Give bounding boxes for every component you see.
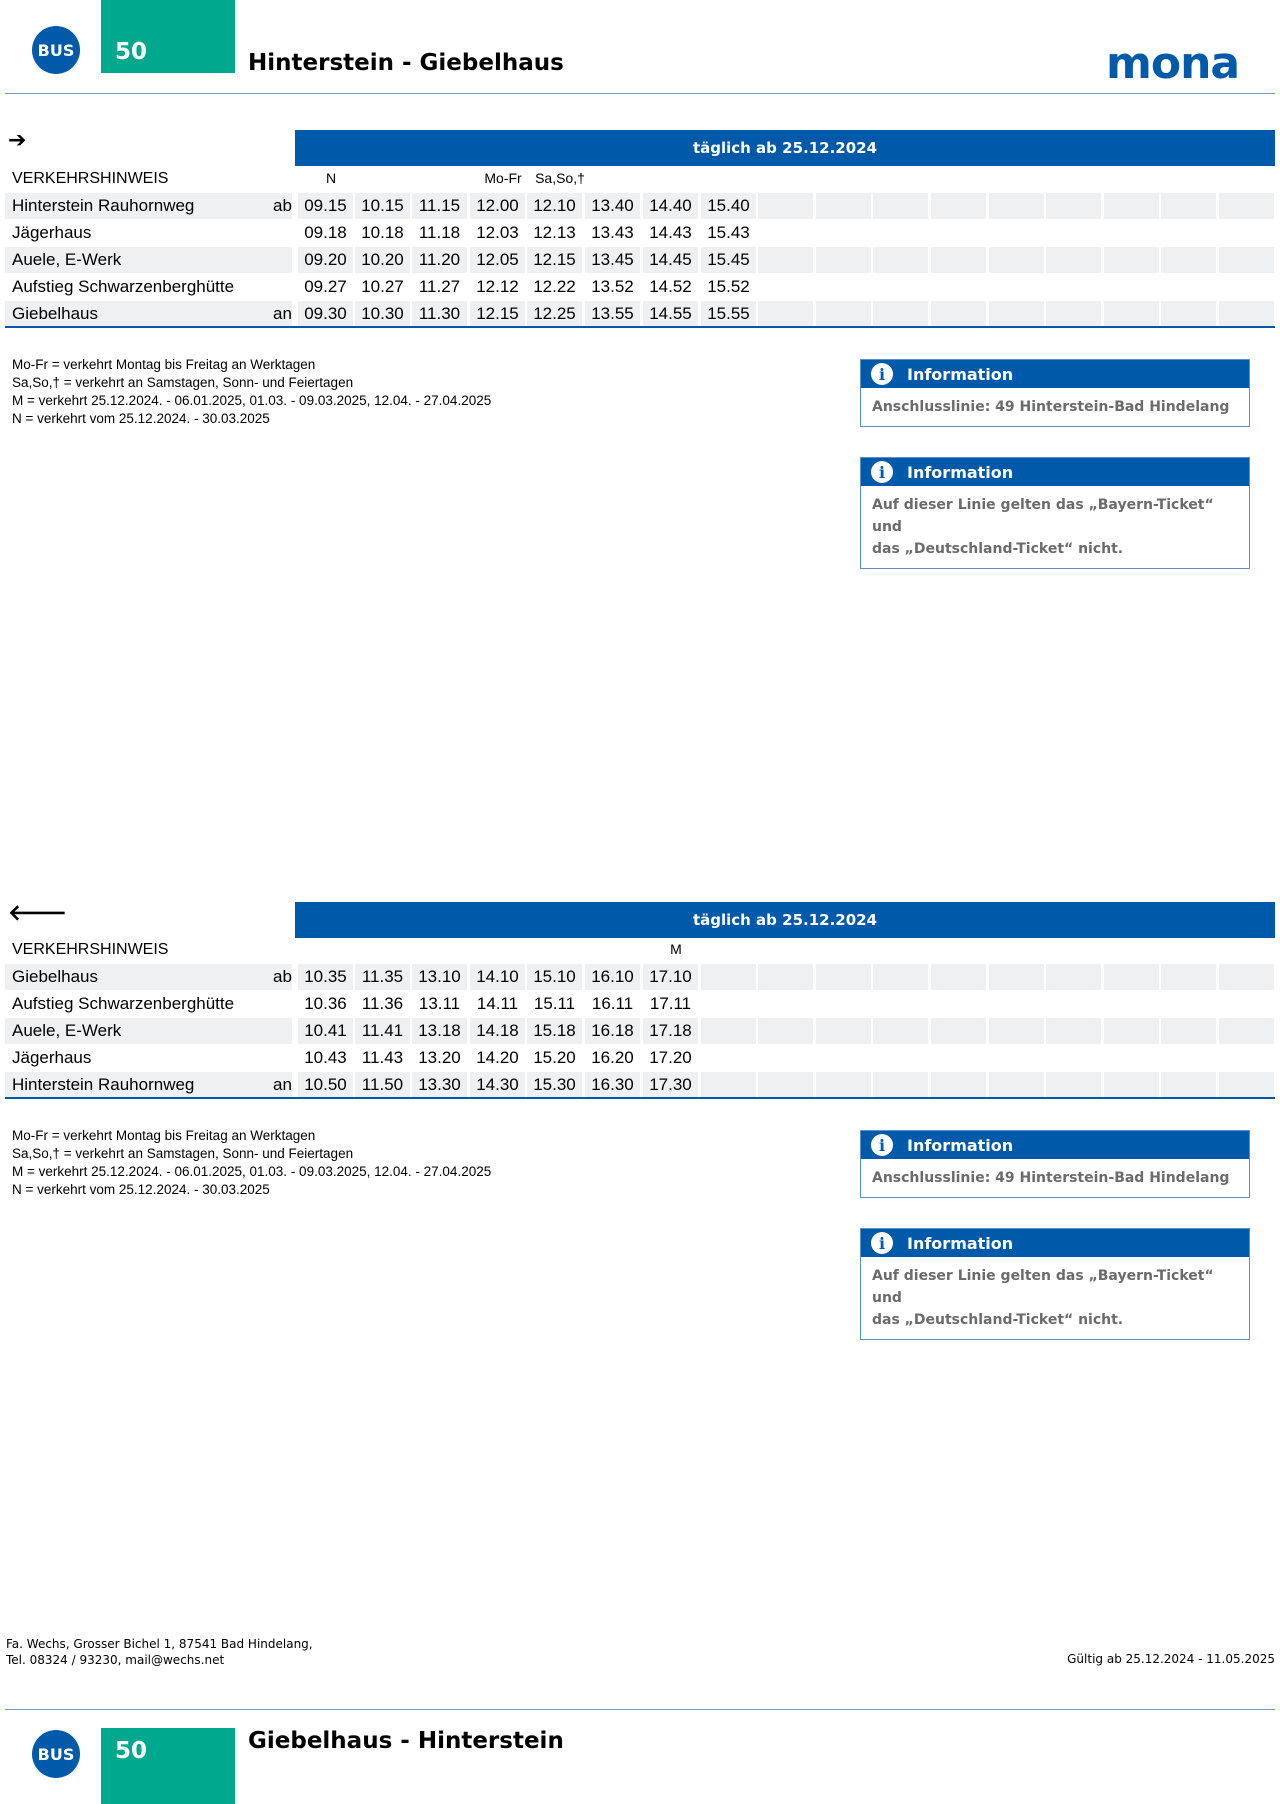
- departure-time: 16.30: [591, 1075, 634, 1094]
- departure-time: 15.11: [533, 994, 576, 1013]
- table-row: [5, 193, 1275, 219]
- cell-shade: [1219, 193, 1274, 219]
- cell-shade: [701, 1072, 756, 1098]
- direction-arrow-left-icon: 🡐: [8, 901, 67, 926]
- departure-time: 15.43: [707, 223, 750, 242]
- departure-time: 14.10: [476, 967, 519, 986]
- cell-shade: [1104, 964, 1159, 990]
- departure-time: 09.30: [304, 304, 347, 323]
- departure-time: 14.20: [476, 1048, 519, 1067]
- departure-time: 09.27: [304, 277, 347, 296]
- table-row: [5, 991, 1275, 1017]
- departure-time: 11.15: [418, 196, 461, 215]
- departure-time: 14.30: [476, 1075, 519, 1094]
- info-title: Information: [907, 462, 1014, 482]
- column-note: M: [670, 941, 682, 957]
- column-note: Mo-Fr: [484, 170, 522, 186]
- page-title: Hinterstein - Giebelhaus: [248, 50, 564, 76]
- cell-shade: [1104, 193, 1159, 219]
- departure-time: 15.52: [707, 277, 750, 296]
- departure-time: 12.05: [476, 250, 519, 269]
- cell-shade: [873, 247, 928, 273]
- traffic-note-label: VERKEHRSHINWEIS: [12, 170, 169, 187]
- table-bottom-line: [5, 326, 1275, 328]
- departure-time: 12.15: [476, 304, 519, 323]
- info-icon: i: [871, 1134, 893, 1156]
- cell-shade: [1219, 964, 1274, 990]
- departure-time: 17.10: [649, 967, 692, 986]
- cell-shade: [758, 247, 813, 273]
- direction-arrow-right-icon: ➔: [8, 128, 27, 153]
- table-row: [5, 1018, 1275, 1044]
- line-number-box: [101, 1728, 235, 1804]
- line-number: 50: [115, 1738, 148, 1764]
- departure-time: 14.18: [476, 1021, 519, 1040]
- departure-time: 16.18: [591, 1021, 634, 1040]
- cell-shade: [931, 193, 986, 219]
- info-text: Anschlusslinie: 49 Hinterstein-Bad Hindelang: [872, 1170, 1230, 1186]
- cell-shade: [1046, 964, 1101, 990]
- stop-name: Jägerhaus: [12, 1048, 92, 1067]
- info-text: das „Deutschland-Ticket“ nicht.: [872, 541, 1124, 557]
- departure-time: 09.20: [304, 250, 347, 269]
- departure-time: 14.43: [649, 223, 692, 242]
- legend-line: M = verkehrt 25.12.2024. - 06.01.2025, 01.03. - 09.03.2025, 12.04. - 27.04.2025: [12, 393, 492, 408]
- legend-line: Sa,So,† = verkehrt an Samstagen, Sonn- und Feiertagen: [12, 1146, 354, 1161]
- traffic-note-label: VERKEHRSHINWEIS: [12, 941, 169, 958]
- cell-shade: [1046, 301, 1101, 327]
- cell-shade: [931, 964, 986, 990]
- cell-shade: [1161, 964, 1216, 990]
- bus-badge: BUS: [32, 26, 80, 74]
- cell-shade: [816, 247, 871, 273]
- line-number-box: [101, 0, 235, 73]
- departure-time: 15.55: [707, 304, 750, 323]
- stop-name: Giebelhaus: [12, 967, 99, 986]
- cell-shade: [1046, 1072, 1101, 1098]
- cell-shade: [758, 193, 813, 219]
- departure-time: 10.27: [361, 277, 404, 296]
- departure-time: 11.20: [418, 250, 461, 269]
- cell-shade: [873, 964, 928, 990]
- cell-shade: [1161, 193, 1216, 219]
- cell-shade: [873, 301, 928, 327]
- departure-time: 13.52: [591, 277, 634, 296]
- legend-line: Sa,So,† = verkehrt an Samstagen, Sonn- und Feiertagen: [12, 375, 354, 390]
- cell-shade: [989, 1072, 1044, 1098]
- departure-time: 10.35: [304, 967, 347, 986]
- validity-period: Gültig ab 25.12.2024 - 11.05.2025: [1067, 1652, 1275, 1666]
- table-row: [5, 274, 1275, 300]
- info-title: Information: [907, 364, 1014, 384]
- info-icon: i: [871, 461, 893, 483]
- departure-time: 09.15: [304, 196, 347, 215]
- departure-time: 13.40: [591, 196, 634, 215]
- cell-shade: [1046, 1018, 1101, 1044]
- legend-line: N = verkehrt vom 25.12.2024. - 30.03.2025: [12, 1182, 270, 1197]
- table-row: [5, 1072, 1275, 1098]
- info-box-tickets: [860, 1228, 1250, 1340]
- footer-divider: [5, 1709, 1275, 1710]
- cell-shade: [989, 247, 1044, 273]
- cell-shade: [1104, 1072, 1159, 1098]
- departure-time: 12.00: [476, 196, 519, 215]
- departure-time: 13.20: [418, 1048, 461, 1067]
- table-row: [5, 301, 1275, 327]
- departure-time: 16.20: [591, 1048, 634, 1067]
- departure-time: 16.11: [591, 994, 634, 1013]
- stop-name: Aufstieg Schwarzenberghütte: [12, 277, 235, 296]
- departure-time: 11.30: [418, 304, 461, 323]
- departure-time: 13.43: [591, 223, 634, 242]
- info-box-connection: [860, 1130, 1250, 1198]
- validity-bar: täglich ab 25.12.2024: [295, 130, 1275, 166]
- stop-name: Hinterstein Rauhornweg: [12, 1075, 195, 1094]
- departure-time: 12.25: [533, 304, 576, 323]
- cell-shade: [931, 301, 986, 327]
- cell-shade: [758, 1072, 813, 1098]
- cell-shade: [1104, 1018, 1159, 1044]
- mona-logo: mona: [1106, 38, 1240, 89]
- address-line: Fa. Wechs, Grosser Bichel 1, 87541 Bad Hindelang,: [6, 1637, 313, 1651]
- stop-name: Hinterstein Rauhornweg: [12, 196, 195, 215]
- legend-line: Mo-Fr = verkehrt Montag bis Freitag an Werktagen: [12, 357, 316, 372]
- cell-shade: [873, 1072, 928, 1098]
- stop-name: Auele, E-Werk: [12, 1021, 122, 1040]
- departure-time: 17.11: [649, 994, 692, 1013]
- departure-time: 12.15: [533, 250, 576, 269]
- cell-shade: [1219, 1018, 1274, 1044]
- info-title: Information: [907, 1233, 1014, 1253]
- departure-time: 12.13: [533, 223, 576, 242]
- cell-shade: [931, 1072, 986, 1098]
- legend: [12, 356, 491, 428]
- cell-shade: [1219, 301, 1274, 327]
- departure-time: 14.52: [649, 277, 692, 296]
- departure-time: 16.10: [591, 967, 634, 986]
- cell-shade: [816, 193, 871, 219]
- departure-time: 10.43: [304, 1048, 347, 1067]
- next-page-title: Giebelhaus - Hinterstein: [248, 1728, 564, 1754]
- stop-name: Auele, E-Werk: [12, 250, 122, 269]
- departure-arrival-flag: an: [273, 304, 292, 323]
- departure-time: 14.45: [649, 250, 692, 269]
- departure-time: 11.27: [418, 277, 461, 296]
- cell-shade: [816, 1018, 871, 1044]
- line-number: 50: [115, 39, 148, 65]
- table-row: [5, 1045, 1275, 1071]
- cell-shade: [1161, 247, 1216, 273]
- info-box-connection: [860, 359, 1250, 427]
- stop-name: Aufstieg Schwarzenberghütte: [12, 994, 235, 1013]
- departure-time: 13.55: [591, 304, 634, 323]
- cell-shade: [931, 247, 986, 273]
- departure-time: 13.45: [591, 250, 634, 269]
- cell-shade: [758, 301, 813, 327]
- operator-address: [6, 1636, 313, 1668]
- table-row: [5, 964, 1275, 990]
- stop-name: Giebelhaus: [12, 304, 99, 323]
- info-text: Anschlusslinie: 49 Hinterstein-Bad Hindelang: [872, 399, 1230, 415]
- departure-time: 11.41: [361, 1021, 404, 1040]
- cell-shade: [1161, 301, 1216, 327]
- departure-time: 13.18: [418, 1021, 461, 1040]
- info-text: Auf dieser Linie gelten das „Bayern-Ticket“ und: [872, 1268, 1214, 1306]
- departure-time: 10.15: [361, 196, 404, 215]
- validity-bar: täglich ab 25.12.2024: [295, 902, 1275, 938]
- stop-name: Jägerhaus: [12, 223, 92, 242]
- cell-shade: [1046, 247, 1101, 273]
- bus-badge: BUS: [32, 1730, 80, 1778]
- column-note: N: [325, 170, 337, 186]
- cell-shade: [989, 301, 1044, 327]
- cell-shade: [701, 964, 756, 990]
- departure-time: 10.41: [304, 1021, 347, 1040]
- departure-time: 17.30: [649, 1075, 692, 1094]
- cell-shade: [816, 301, 871, 327]
- departure-time: 11.18: [418, 223, 461, 242]
- departure-time: 10.30: [361, 304, 404, 323]
- info-title: Information: [907, 1135, 1014, 1155]
- cell-shade: [1219, 1072, 1274, 1098]
- departure-time: 13.10: [418, 967, 461, 986]
- cell-shade: [931, 1018, 986, 1044]
- departure-time: 10.20: [361, 250, 404, 269]
- departure-time: 11.36: [361, 994, 404, 1013]
- table-row: [5, 220, 1275, 246]
- legend-line: M = verkehrt 25.12.2024. - 06.01.2025, 01.03. - 09.03.2025, 12.04. - 27.04.2025: [12, 1164, 492, 1179]
- departure-time: 12.10: [533, 196, 576, 215]
- departure-time: 15.40: [707, 196, 750, 215]
- table-row: [5, 247, 1275, 273]
- departure-arrival-flag: ab: [273, 967, 292, 986]
- info-text: das „Deutschland-Ticket“ nicht.: [872, 1312, 1124, 1328]
- departure-time: 17.20: [649, 1048, 692, 1067]
- departure-time: 15.20: [533, 1048, 576, 1067]
- contact-line: Tel. 08324 / 93230, mail@wechs.net: [6, 1653, 225, 1667]
- departure-arrival-flag: an: [273, 1075, 292, 1094]
- departure-time: 15.30: [533, 1075, 576, 1094]
- cell-shade: [1104, 301, 1159, 327]
- departure-time: 14.11: [476, 994, 519, 1013]
- legend-line: Mo-Fr = verkehrt Montag bis Freitag an Werktagen: [12, 1128, 316, 1143]
- legend-line: N = verkehrt vom 25.12.2024. - 30.03.2025: [12, 411, 270, 426]
- departure-time: 15.10: [533, 967, 576, 986]
- departure-time: 11.50: [361, 1075, 404, 1094]
- cell-shade: [873, 193, 928, 219]
- column-note: Sa,So,†: [535, 170, 585, 186]
- departure-time: 10.36: [304, 994, 347, 1013]
- legend: [12, 1127, 491, 1199]
- cell-shade: [816, 1072, 871, 1098]
- cell-shade: [1104, 247, 1159, 273]
- cell-shade: [873, 1018, 928, 1044]
- departure-time: 10.18: [361, 223, 404, 242]
- table-bottom-line: [5, 1097, 1275, 1099]
- departure-time: 15.45: [707, 250, 750, 269]
- departure-time: 12.03: [476, 223, 519, 242]
- cell-shade: [989, 193, 1044, 219]
- departure-time: 09.18: [304, 223, 347, 242]
- departure-time: 17.18: [649, 1021, 692, 1040]
- departure-time: 11.43: [361, 1048, 404, 1067]
- cell-shade: [989, 1018, 1044, 1044]
- cell-shade: [1046, 193, 1101, 219]
- cell-shade: [816, 964, 871, 990]
- info-icon: i: [871, 1232, 893, 1254]
- info-text: Auf dieser Linie gelten das „Bayern-Ticket“ und: [872, 497, 1214, 535]
- cell-shade: [1161, 1072, 1216, 1098]
- cell-shade: [989, 964, 1044, 990]
- header-divider: [5, 93, 1275, 94]
- departure-arrival-flag: ab: [273, 196, 292, 215]
- info-box-tickets: [860, 457, 1250, 569]
- cell-shade: [1219, 247, 1274, 273]
- cell-shade: [701, 1018, 756, 1044]
- cell-shade: [758, 1018, 813, 1044]
- departure-time: 12.12: [476, 277, 519, 296]
- departure-time: 12.22: [533, 277, 576, 296]
- departure-time: 14.55: [649, 304, 692, 323]
- cell-shade: [758, 964, 813, 990]
- cell-shade: [1161, 1018, 1216, 1044]
- departure-time: 11.35: [361, 967, 404, 986]
- info-icon: i: [871, 363, 893, 385]
- departure-time: 13.30: [418, 1075, 461, 1094]
- departure-time: 10.50: [304, 1075, 347, 1094]
- departure-time: 14.40: [649, 196, 692, 215]
- departure-time: 13.11: [418, 994, 461, 1013]
- departure-time: 15.18: [533, 1021, 576, 1040]
